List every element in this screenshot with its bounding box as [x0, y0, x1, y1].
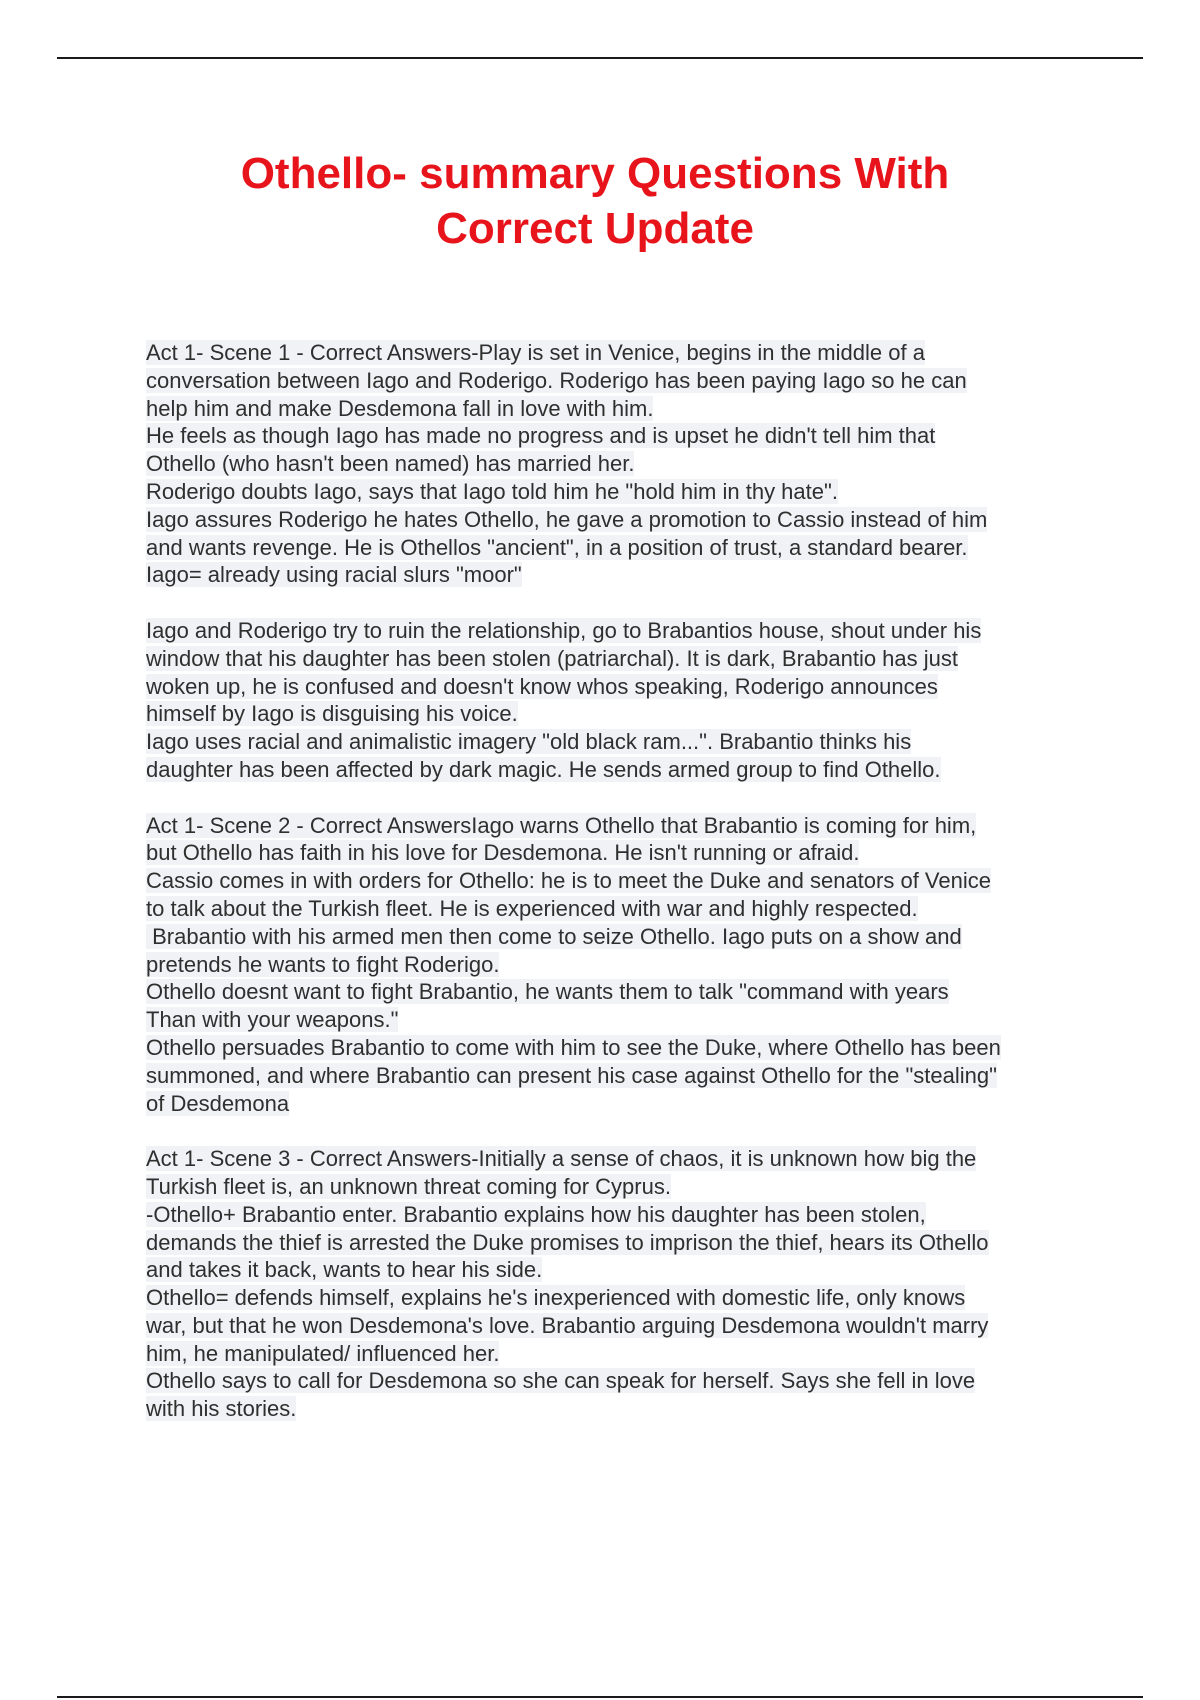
text-line: summoned, and where Brabantio can present his case against Othello for the "stealing": [146, 1062, 997, 1088]
text-line: Roderigo doubts Iago, says that Iago told him he "hold him in thy hate".: [146, 478, 838, 504]
text-line: Iago uses racial and animalistic imagery "old black ram...". Brabantio thinks his: [146, 729, 912, 755]
paragraph-act1-scene1: [146, 339, 1096, 589]
text-line: demands the thief is arrested the Duke promises to imprison the thief, hears its Othello: [146, 1229, 989, 1255]
title-line: Othello- summary Questions With: [240, 149, 950, 198]
paragraph-act1-scene2: [146, 812, 1096, 1118]
text-line: but Othello has faith in his love for Desdemona. He isn't running or afraid.: [146, 840, 860, 866]
text-line: with his stories.: [146, 1396, 297, 1422]
text-line: Iago and Roderigo try to ruin the relationship, go to Brabantios house, shout under his: [146, 617, 982, 643]
text-line: Othello says to call for Desdemona so she can speak for herself. Says she fell in love: [146, 1368, 976, 1394]
text-line: woken up, he is confused and doesn't know whos speaking, Roderigo announces: [146, 673, 938, 699]
text-line: pretends he wants to fight Roderigo.: [146, 951, 500, 977]
text-line: Othello= defends himself, explains he's inexperienced with domestic life, only knows: [146, 1285, 966, 1311]
text-line: window that his daughter has been stolen (patriarchal). It is dark, Brabantio has just: [146, 645, 959, 671]
text-line: and wants revenge. He is Othellos "ancient", in a position of trust, a standard bearer.: [146, 534, 968, 560]
paragraph-act1-scene1-cont: [146, 617, 1096, 784]
text-line: Act 1- Scene 2 - Correct AnswersIago warns Othello that Brabantio is coming for him,: [146, 812, 977, 838]
text-line: Act 1- Scene 1 - Correct Answers-Play is set in Venice, begins in the middle of a: [146, 340, 925, 365]
text-line: Iago= already using racial slurs "moor": [146, 562, 522, 588]
text-line: Turkish fleet is, an unknown threat coming for Cyprus.: [146, 1173, 671, 1199]
text-line: Than with your weapons.": [146, 1007, 399, 1033]
text-line: Othello (who hasn't been named) has married her.: [146, 451, 635, 477]
text-line: Act 1- Scene 3 - Correct Answers-Initially a sense of chaos, it is unknown how big the: [146, 1146, 977, 1172]
text-line: help him and make Desdemona fall in love with him.: [146, 395, 654, 421]
paragraph-act1-scene3: [146, 1145, 1096, 1423]
text-line: war, but that he won Desdemona's love. Brabantio arguing Desdemona wouldn't marry: [146, 1312, 989, 1338]
document-body: [146, 339, 1096, 1451]
text-line: himself by Iago is disguising his voice.: [146, 701, 518, 727]
text-line: Othello doesnt want to fight Brabantio, he wants them to talk "command with years: [146, 979, 949, 1005]
text-line: conversation between Iago and Roderigo. Roderigo has been paying Iago so he can: [146, 367, 967, 393]
text-line: him, he manipulated/ influenced her.: [146, 1340, 500, 1366]
text-line: Cassio comes in with orders for Othello: he is to meet the Duke and senators of Venice: [146, 868, 991, 894]
top-rule: [57, 57, 1143, 59]
text-line: daughter has been affected by dark magic. He sends armed group to find Othello.: [146, 756, 941, 782]
text-line: Othello persuades Brabantio to come with him to see the Duke, where Othello has been: [146, 1034, 1001, 1060]
text-line: and takes it back, wants to hear his side.: [146, 1257, 543, 1283]
text-line: to talk about the Turkish fleet. He is experienced with war and highly respected.: [146, 895, 918, 921]
text-line: of Desdemona: [146, 1090, 290, 1116]
document-title: [150, 146, 1040, 256]
text-line: He feels as though Iago has made no progress and is upset he didn't tell him that: [146, 423, 936, 449]
text-line: Iago assures Roderigo he hates Othello, he gave a promotion to Cassio instead of him: [146, 506, 988, 532]
text-line: Brabantio with his armed men then come to seize Othello. Iago puts on a show and: [146, 923, 962, 949]
bottom-rule: [57, 1696, 1143, 1698]
title-line: Correct Update: [436, 204, 754, 253]
text-line: -Othello+ Brabantio enter. Brabantio explains how his daughter has been stolen,: [146, 1201, 926, 1227]
